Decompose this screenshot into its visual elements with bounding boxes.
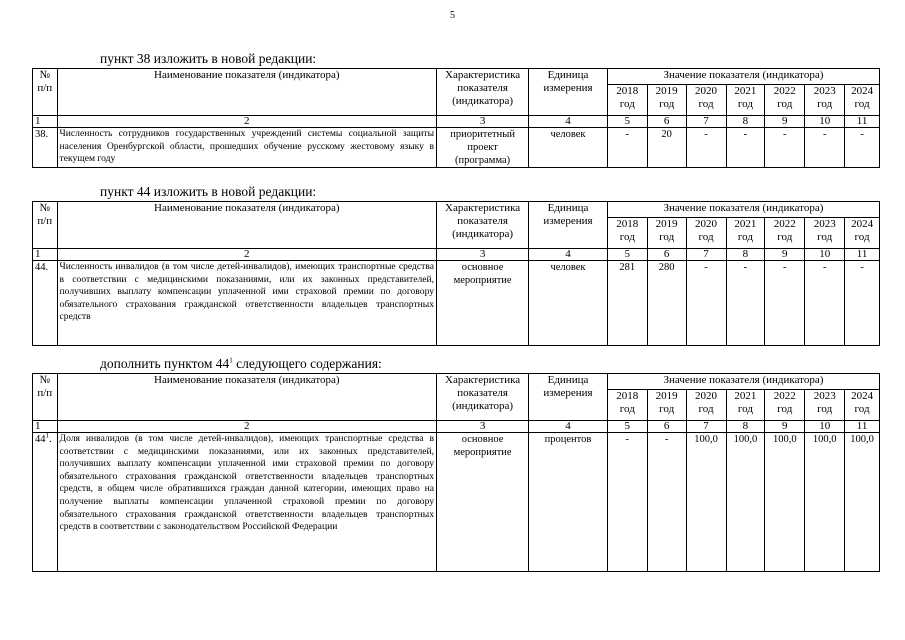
value-cell: - <box>845 261 880 346</box>
col-number: 9 <box>765 421 805 433</box>
value-cell: - <box>647 433 686 572</box>
header-year: 2022 год <box>765 218 805 249</box>
value-cell: - <box>805 128 845 168</box>
table-row <box>33 433 880 572</box>
header-year: 2021 год <box>726 390 765 421</box>
col-number: 9 <box>765 249 805 261</box>
header-char: Характеристика показателя (индикатора) <box>437 202 529 249</box>
col-number: 1 <box>33 116 58 128</box>
col-number: 10 <box>805 249 845 261</box>
value-cell: - <box>765 128 805 168</box>
row-number-tail: . <box>49 434 52 445</box>
table-section-44-1 <box>32 373 880 572</box>
col-number: 3 <box>437 249 529 261</box>
value-cell: 280 <box>647 261 686 346</box>
col-number: 1 <box>33 421 58 433</box>
indicator-unit: человек <box>529 128 608 168</box>
header-year: 2024 год <box>845 390 880 421</box>
header-unit: Единица измерения <box>529 374 608 421</box>
indicator-unit: человек <box>529 261 608 346</box>
value-cell: - <box>805 261 845 346</box>
col-number: 8 <box>726 116 765 128</box>
col-number: 7 <box>686 116 726 128</box>
col-number: 3 <box>437 421 529 433</box>
header-name: Наименование показателя (индикатора) <box>57 69 437 116</box>
header-char: Характеристика показателя (индикатора) <box>437 69 529 116</box>
value-cell: 281 <box>607 261 647 346</box>
col-number: 1 <box>33 249 58 261</box>
heading-superscript: 1 <box>229 356 233 365</box>
header-year: 2024 год <box>845 218 880 249</box>
header-year: 2022 год <box>765 85 805 116</box>
header-values: Значение показателя (индикатора) <box>607 374 879 390</box>
indicator-name: Доля инвалидов (в том числе детей-инвалидов), имеющих транспортные средства в соответствии с медицинскими показаниями, или их законных представителей, получивших выплату компенсации уплаченной ими страховой премии по договору обязательного страхования гражданской ответственности владельцев транспортных средств, в общем числе обратившихся граждан данной категории, имеющих право на получение выплаты компенсации уплаченной страховой премии по договору обязательного страхования гражданской ответственности владельцев транспортных средств в соответствии с законодательством Российской Федерации <box>57 433 437 572</box>
col-number: 4 <box>529 249 608 261</box>
header-values: Значение показателя (индикатора) <box>607 69 879 85</box>
col-number: 11 <box>845 421 880 433</box>
col-number: 2 <box>57 249 437 261</box>
page-number: 5 <box>450 10 455 21</box>
header-name: Наименование показателя (индикатора) <box>57 374 437 421</box>
value-cell: - <box>607 433 647 572</box>
value-cell: 20 <box>647 128 686 168</box>
value-cell: - <box>726 128 765 168</box>
col-number: 8 <box>726 249 765 261</box>
col-number: 11 <box>845 249 880 261</box>
header-year: 2019 год <box>647 85 686 116</box>
header-year: 2019 год <box>647 390 686 421</box>
row-number <box>33 433 58 572</box>
indicator-name: Численность инвалидов (в том числе детей-инвалидов), имеющих транспортные средства в соответствии с медицинскими показаниями, или их законных представителей, получивших выплату компенсации уплаченной ими страховой премии по договору обязательного страхования гражданской ответственности владельцев транспортных средств <box>57 261 437 346</box>
value-cell: - <box>607 128 647 168</box>
col-number: 4 <box>529 421 608 433</box>
value-cell: - <box>765 261 805 346</box>
value-cell: - <box>726 261 765 346</box>
row-number-superscript: 1 <box>45 432 49 440</box>
col-number: 7 <box>686 249 726 261</box>
col-number: 8 <box>726 421 765 433</box>
col-number: 10 <box>805 421 845 433</box>
section-heading-38: пункт 38 изложить в новой редакции: <box>100 51 317 66</box>
col-number: 6 <box>647 249 686 261</box>
table-section-38 <box>32 68 880 168</box>
table-row <box>33 261 880 346</box>
section-heading-44: пункт 44 изложить в новой редакции: <box>100 184 317 199</box>
header-year: 2021 год <box>726 218 765 249</box>
header-unit: Единица измерения <box>529 202 608 249</box>
col-number: 5 <box>607 249 647 261</box>
value-cell: 100,0 <box>805 433 845 572</box>
header-year: 2023 год <box>805 390 845 421</box>
value-cell: 100,0 <box>765 433 805 572</box>
table-row <box>33 128 880 168</box>
row-number: 44. <box>33 261 58 346</box>
col-number: 7 <box>686 421 726 433</box>
heading-tail: следующего содержания: <box>232 356 382 371</box>
col-number: 6 <box>647 421 686 433</box>
header-no: № п/п <box>33 69 58 116</box>
header-values: Значение показателя (индикатора) <box>607 202 879 218</box>
col-number: 5 <box>607 116 647 128</box>
header-year: 2021 год <box>726 85 765 116</box>
row-number: 38. <box>33 128 58 168</box>
header-char: Характеристика показателя (индикатора) <box>437 374 529 421</box>
header-year: 2022 год <box>765 390 805 421</box>
indicator-name: Численность сотрудников государственных учреждений системы социальной защиты населения Оренбургской области, прошедших обучение русскому жестовому языку в текущем году <box>57 128 437 168</box>
col-number: 11 <box>845 116 880 128</box>
header-no: № п/п <box>33 202 58 249</box>
value-cell: - <box>845 128 880 168</box>
value-cell: 100,0 <box>686 433 726 572</box>
col-number: 2 <box>57 421 437 433</box>
header-year: 2019 год <box>647 218 686 249</box>
indicator-characteristic: приоритетный проект (программа) <box>437 128 529 168</box>
row-number-text: 44 <box>35 434 46 445</box>
value-cell: - <box>686 261 726 346</box>
header-no: № п/п <box>33 374 58 421</box>
header-year: 2023 год <box>805 218 845 249</box>
header-year: 2018 год <box>607 390 647 421</box>
header-year: 2018 год <box>607 218 647 249</box>
indicator-characteristic: основное мероприятие <box>437 261 529 346</box>
header-year: 2018 год <box>607 85 647 116</box>
value-cell: 100,0 <box>726 433 765 572</box>
header-year: 2020 год <box>686 390 726 421</box>
section-heading-44-1 <box>100 357 382 371</box>
col-number: 4 <box>529 116 608 128</box>
header-year: 2020 год <box>686 218 726 249</box>
value-cell: - <box>686 128 726 168</box>
indicator-characteristic: основное мероприятие <box>437 433 529 572</box>
header-year: 2023 год <box>805 85 845 116</box>
col-number: 5 <box>607 421 647 433</box>
header-year: 2024 год <box>845 85 880 116</box>
table-section-44 <box>32 201 880 346</box>
header-unit: Единица измерения <box>529 69 608 116</box>
col-number: 9 <box>765 116 805 128</box>
col-number: 6 <box>647 116 686 128</box>
indicator-unit: процентов <box>529 433 608 572</box>
value-cell: 100,0 <box>845 433 880 572</box>
col-number: 3 <box>437 116 529 128</box>
header-name: Наименование показателя (индикатора) <box>57 202 437 249</box>
col-number: 10 <box>805 116 845 128</box>
heading-text: дополнить пунктом 44 <box>100 356 230 371</box>
header-year: 2020 год <box>686 85 726 116</box>
col-number: 2 <box>57 116 437 128</box>
